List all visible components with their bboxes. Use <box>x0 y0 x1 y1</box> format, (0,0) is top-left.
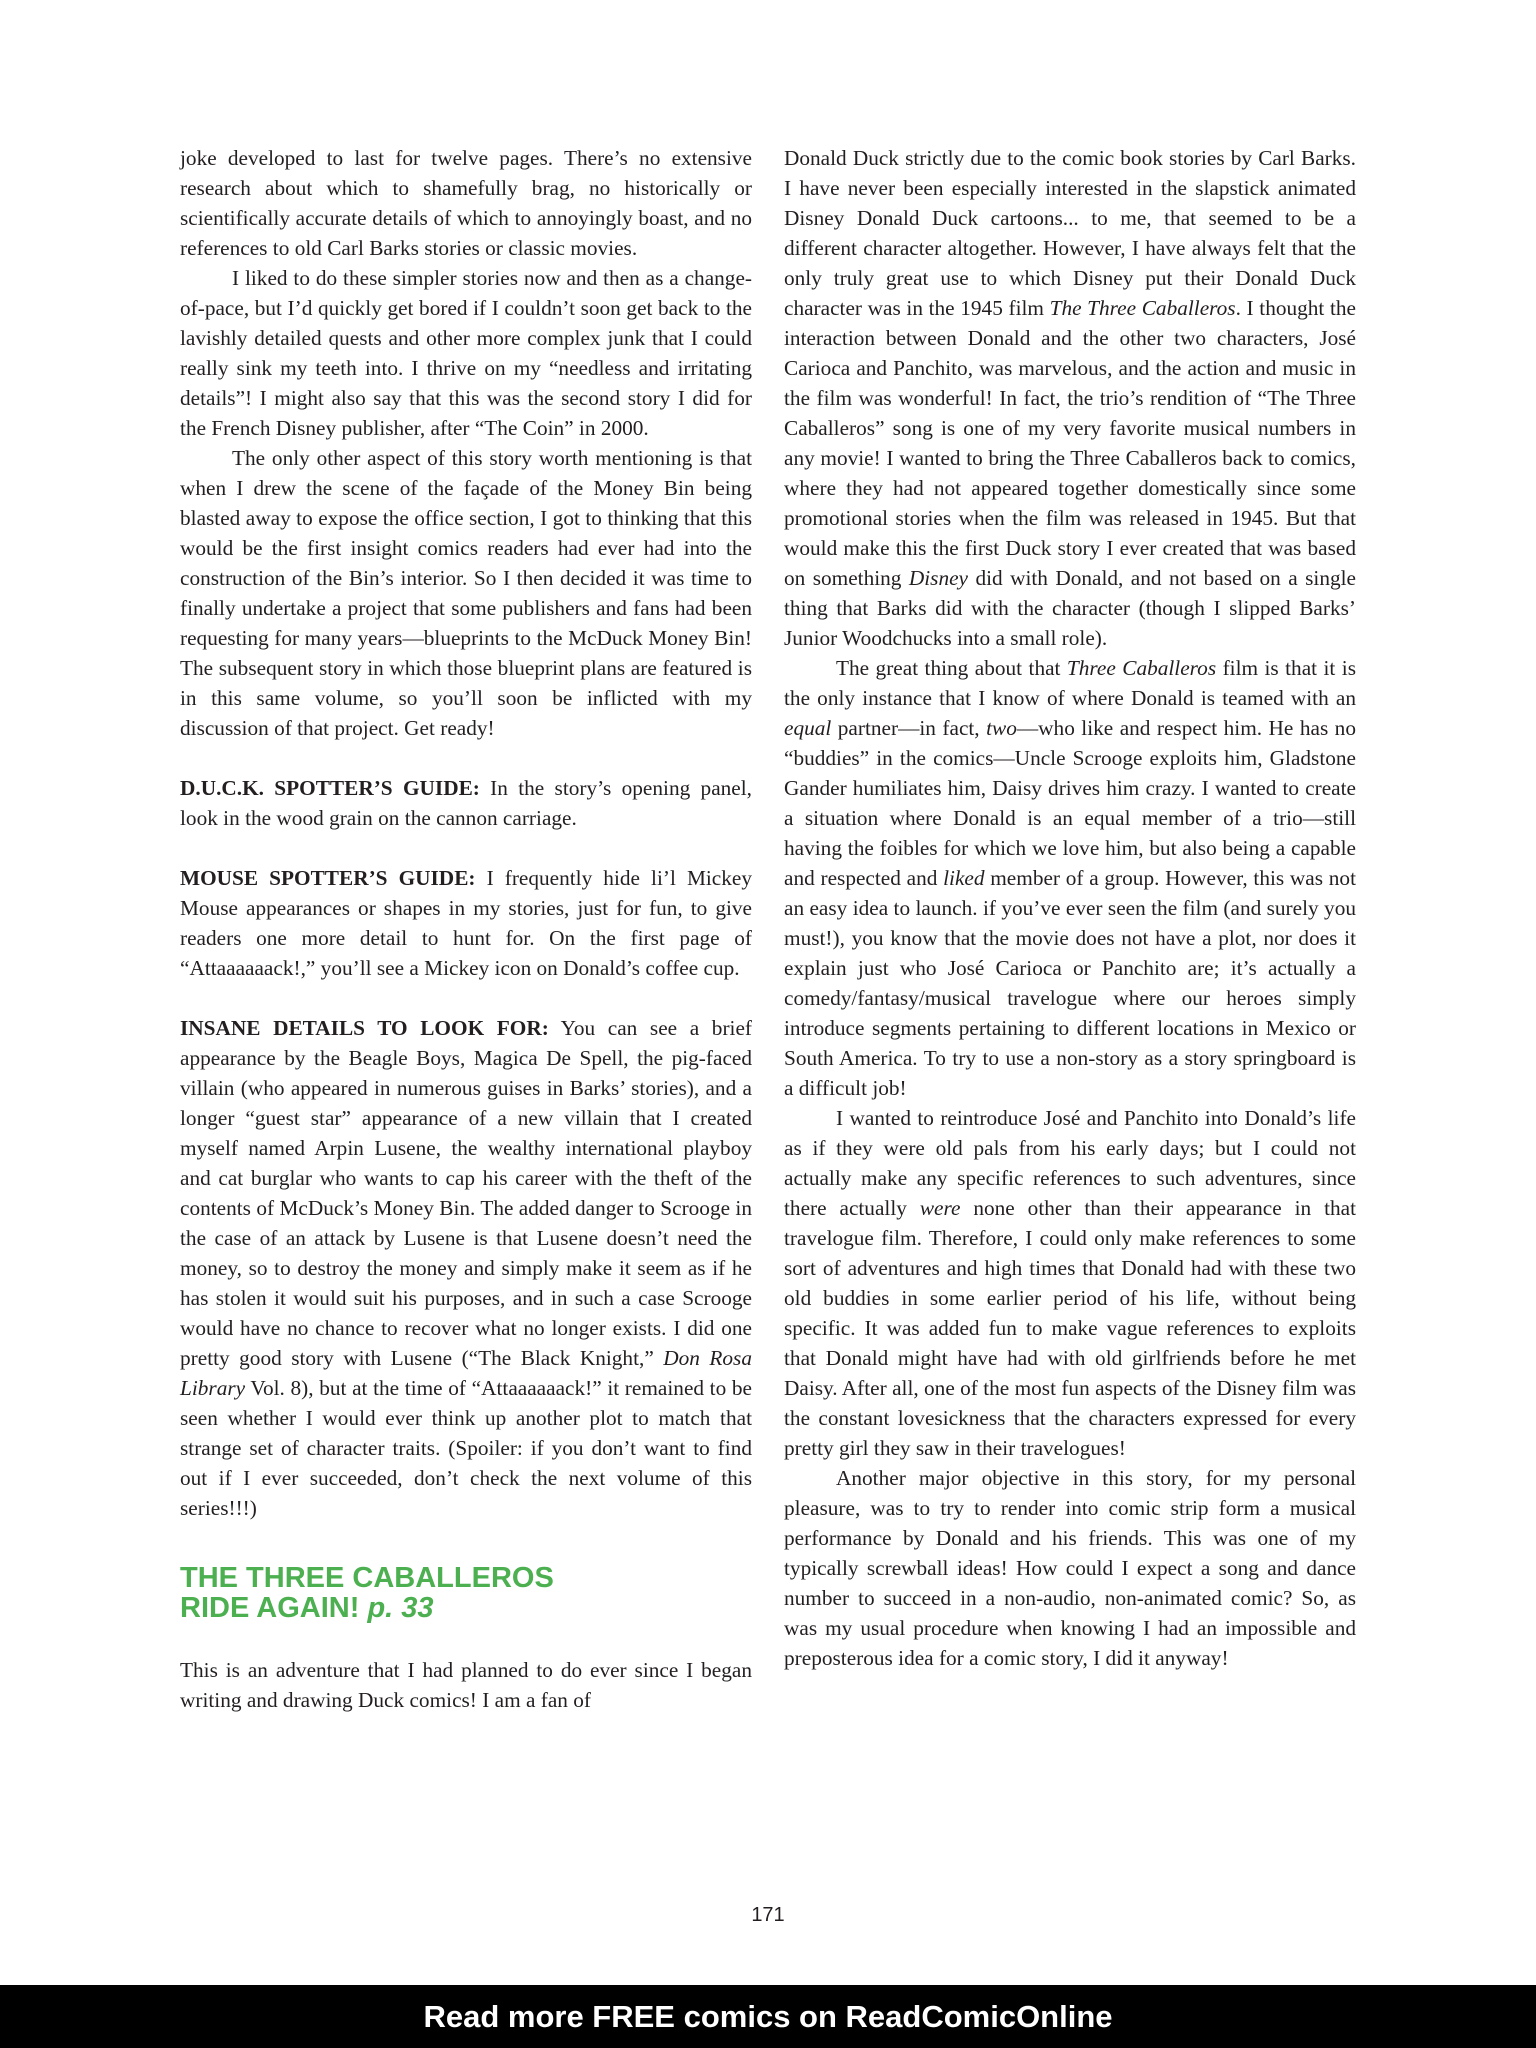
promo-banner[interactable]: Read more FREE comics on ReadComicOnline <box>0 1985 1536 2048</box>
left-paragraph-last: This is an adventure that I had planned to do ever since I began writing and drawing Duck comics! I am a fan of <box>180 1658 752 1712</box>
right-column <box>784 143 1356 1673</box>
right-p1-text-c: did with Donald, and not based on a single thing that Barks did with the character (though I slipped Barks’ Junior Woodchucks into a small role). <box>784 566 1356 650</box>
heading-title-part: RIDE AGAIN! <box>180 1592 360 1624</box>
right-p1-italic-film: The Three Caballeros <box>1049 296 1236 320</box>
insane-details-text-2: Vol. 8), but at the time of “Attaaaaaack!” it remained to be seen whether I would ever think up another plot to match that strange set of character traits. (Spoiler: if you don’t want to find out if I ever succeeded, don’t check the next volume of this series!!!) <box>180 1376 752 1520</box>
insane-details-text-1: You can see a brief appearance by the Beagle Boys, Magica De Spell, the pig-faced villain (who appeared in numerous guises in Barks’ stories), and a longer “guest star” appearance of a new villain that I created myself named Arpin Lusene, the wealthy international playboy and cat burglar who wants to cap his career with the theft of the contents of McDuck’s Money Bin. The added danger to Scrooge in the case of an attack by Lusene is that Lusene doesn’t need the money, so to destroy the money and simply make it seem as if he has stolen it would suit his purposes, and in such a case Scrooge would have no chance to recover what no longer exists. I did one pretty good story with Lusene (“The Black Knight,” <box>180 1016 752 1370</box>
right-p2-text-b: film is that it is the only instance that I know of where Donald is teamed with an <box>784 656 1356 710</box>
right-p1-text-b: . I thought the interaction between Donald and the other two characters, José Carioca and Panchito, was marvelous, and the action and music in the film was wonderful! In fact, the trio’s rendition of “The Three Caballeros” song is one of my very favorite musical numbers in any movie! I wanted to bring the Three Caballeros back to comics, where they had not appeared together domestically since some promotional stories when the film was released in 1945. But that would make this the first Duck story I ever created that was based on something <box>784 296 1357 590</box>
right-p3-italic: were <box>919 1196 961 1220</box>
right-p1-text-a: Donald Duck strictly due to the comic book stories by Carl Barks. I have never been especially interested in the slapstick animated Disney Donald Duck cartoons... to me, that seemed to be a different character altogether. However, I have always felt that the only truly great use to which Disney put their Donald Duck character was in the 1945 film <box>784 146 1356 320</box>
right-paragraph-2 <box>784 653 1356 1103</box>
heading-page-ref: p. 33 <box>367 1592 434 1624</box>
insane-details <box>180 1013 752 1523</box>
right-p2-text-e: member of a group. However, this was not an easy idea to launch. if you’ve ever seen the film (and surely you must!), you know that the movie does not have a plot, nor does it explain just who José Carioca or Panchito are; it’s actually a comedy/fantasy/musical travelogue where our heroes simply introduce segments pertaining to different locations in Mexico or South America. To try to use a non-story as a story springboard is a difficult job! <box>784 866 1356 1100</box>
right-paragraph-3 <box>784 1103 1356 1463</box>
insane-details-italic: Don Rosa Library <box>180 1346 752 1400</box>
section-heading <box>180 1563 752 1623</box>
right-p2-text-a: The great thing about that <box>836 656 1067 680</box>
right-paragraph-1 <box>784 143 1356 653</box>
right-p2-text-c: partner—in fact, <box>831 716 987 740</box>
mouse-spotter-guide <box>180 863 752 983</box>
right-p2-text-d: —who like and respect him. He has no “buddies” in the comics—Uncle Scrooge exploits him, Gladstone Gander humiliates him, Daisy drives him crazy. I wanted to create a situation where Donald is an equal member of a trio—still having the foibles for which we love him, but also being a capable and respected and <box>784 716 1356 890</box>
insane-details-label: INSANE DETAILS TO LOOK FOR: <box>180 1016 549 1040</box>
mouse-spotter-label: MOUSE SPOTTER’S GUIDE: <box>180 866 476 890</box>
duck-spotter-label: D.U.C.K. SPOTTER’S GUIDE: <box>180 776 480 800</box>
heading-line-1: THE THREE CABALLEROS <box>180 1562 554 1594</box>
mouse-spotter-text: I frequently hide li’l Mickey Mouse appearances or shapes in my stories, just for fun, to give readers one more detail to hunt for. On the first page of “Attaaaaaack!,” you’ll see a Mickey icon on Donald’s coffee cup. <box>180 866 753 980</box>
page-number: 171 <box>751 1904 785 1926</box>
left-paragraph-1: joke developed to last for twelve pages. There’s no extensive research about which to shamefully brag, no historically or scientifically accurate details of which to annoyingly boast, and no references to old Carl Barks stories or classic movies. <box>180 146 752 260</box>
right-p2-italic-3: two <box>986 716 1017 740</box>
left-paragraph-2: I liked to do these simpler stories now and then as a change-of-pace, but I’d quickly get bored if I couldn’t soon get back to the lavishly detailed quests and other more complex junk that I could really sink my teeth into. I thrive on my “needless and irritating details”! I might also say that this was the second story I did for the French Disney publisher, after “The Coin” in 2000. <box>180 266 752 440</box>
right-p1-italic-disney: Disney <box>908 566 969 590</box>
left-paragraph-3: The only other aspect of this story worth mentioning is that when I drew the scene of the façade of the Money Bin being blasted away to expose the office section, I got to thinking that this would be the first insight comics readers had ever had into the construction of the Bin’s interior. So I then decided it was time to finally undertake a project that some publishers and fans had been requesting for many years—blueprints to the McDuck Money Bin! The subsequent story in which those blueprint plans are featured is in this same volume, so you’ll soon be inflicted with my discussion of that project. Get ready! <box>180 446 752 740</box>
right-p2-italic-1: Three Caballeros <box>1066 656 1217 680</box>
left-column <box>180 143 752 1715</box>
right-p3-text-a: I wanted to reintroduce José and Panchito into Donald’s life as if they were old pals from his early days; but I could not actually make any specific references to such adventures, since there actually <box>784 1106 1356 1220</box>
right-p3-text-b: none other than their appearance in that travelogue film. Therefore, I could only make references to some sort of adventures and high times that Donald had with these two old buddies in some earlier period of his life, without being specific. It was added fun to make vague references to exploits that Donald might have had with old girlfriends before he met Daisy. After all, one of the most fun aspects of the Disney film was the constant lovesickness that the characters expressed for every pretty girl they saw in their travelogues! <box>784 1196 1357 1460</box>
duck-spotter-guide <box>180 773 752 833</box>
right-paragraph-4: Another major objective in this story, for my personal pleasure, was to try to render into comic strip form a musical performance by Donald and his friends. This was one of my typically screwball ideas! How could I expect a song and dance number to succeed in a non-audio, non-animated comic? So, as was my usual procedure when knowing I had an impossible and preposterous idea for a comic story, I did it anyway! <box>784 1466 1356 1670</box>
heading-line-2 <box>180 1593 752 1623</box>
right-p2-italic-2: equal <box>784 716 832 740</box>
duck-spotter-text: In the story’s opening panel, look in the wood grain on the cannon carriage. <box>180 776 752 830</box>
right-p2-italic-4: liked <box>943 866 985 890</box>
